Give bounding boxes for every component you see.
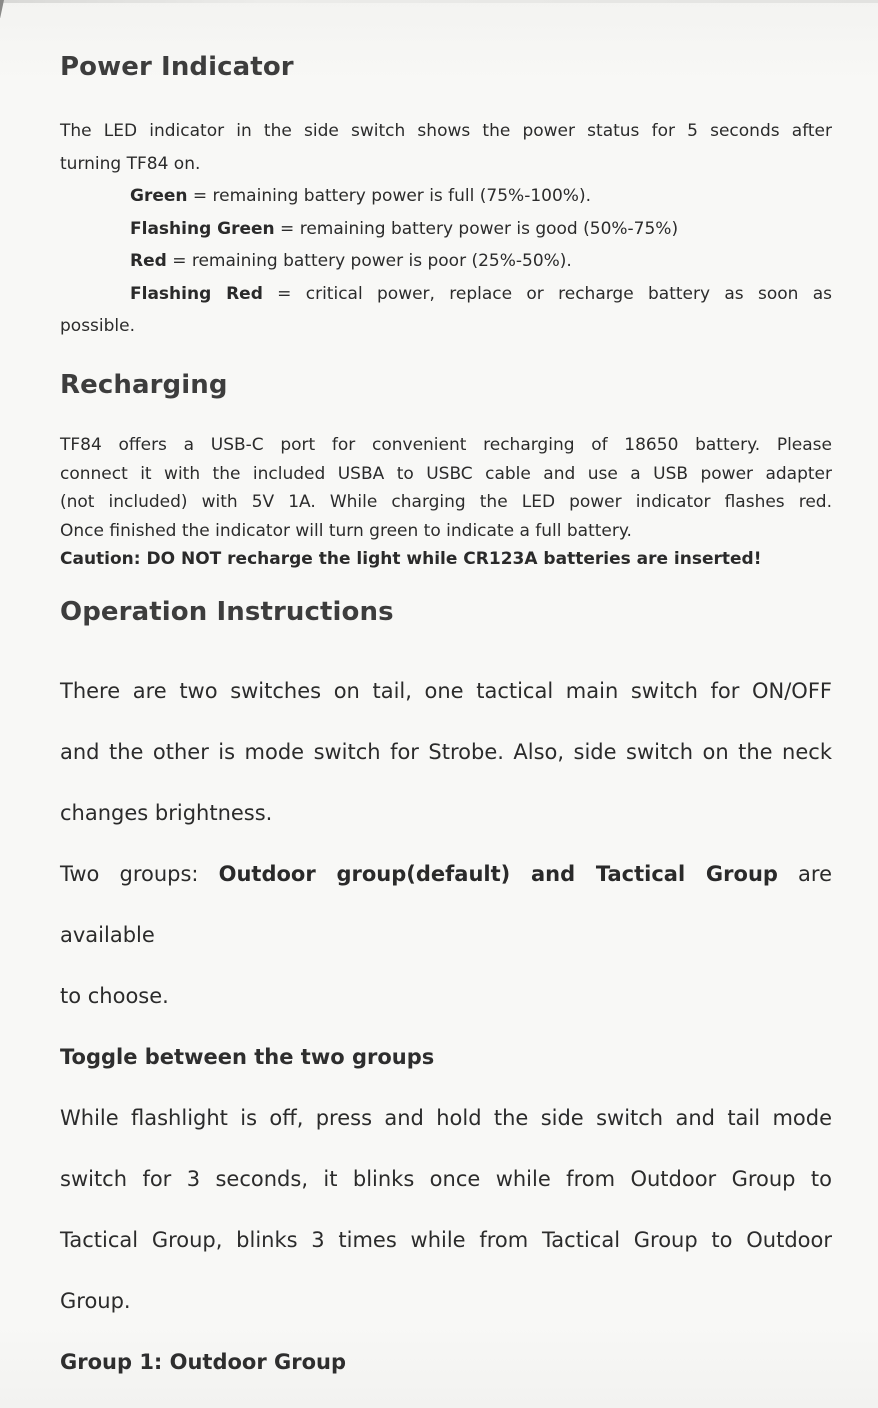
ops-line-1: There are two switches on tail, one tactical main switch for ON/OFF	[60, 679, 832, 703]
group1-heading: Group 1: Outdoor Group	[60, 1350, 347, 1374]
power-item-green: Green = remaining battery power is full (75%-100%).	[130, 186, 591, 206]
power-intro-line-2: turning TF84 on.	[60, 153, 201, 174]
operation-body	[60, 661, 832, 1393]
power-tail-text: possible.	[60, 316, 136, 336]
toggle-line-3: Tactical Group, blinks 3 times while from Tactical Group to Outdoor	[60, 1228, 832, 1252]
recharge-line-4: Once finished the indicator will turn green to indicate a full battery.	[60, 520, 632, 541]
page-top-edge	[0, 0, 878, 3]
power-item-red: Red = remaining battery power is poor (25%-50%).	[130, 251, 572, 271]
toggle-line-1: While flashlight is off, press and hold the side switch and tail mode	[60, 1106, 832, 1130]
power-item-flashing-green: Flashing Green = remaining battery power is good (50%-75%)	[130, 218, 679, 239]
toggle-heading-row	[60, 1027, 832, 1088]
power-indicator-heading: Power Indicator	[60, 52, 294, 82]
power-intro-line-1: The LED indicator in the side switch shows the power status for 5 seconds after	[60, 121, 832, 141]
power-item-flashing-red: Flashing Red = critical power, replace or recharge battery as soon as	[130, 283, 832, 304]
recharge-line-2: connect it with the included USBA to USBC cable and use a USB power adapter	[60, 463, 832, 484]
operation-heading: Operation Instructions	[60, 597, 394, 627]
recharge-line-3: (not included) with 5V 1A. While charging the LED power indicator flashes red.	[60, 492, 832, 512]
ops-line-2: and the other is mode switch for Strobe. Also, side switch on the neck	[60, 740, 832, 764]
ops-groups-line: Two groups: Outdoor group(default) and Tactical Group are available	[60, 862, 833, 947]
ops-line-3: changes brightness.	[60, 801, 273, 825]
toggle-heading: Toggle between the two groups	[60, 1045, 435, 1069]
recharging-heading: Recharging	[60, 370, 228, 400]
power-indicator-body	[60, 117, 832, 341]
toggle-line-2: switch for 3 seconds, it blinks once while from Outdoor Group to	[60, 1167, 832, 1191]
group1-heading-row	[60, 1332, 832, 1393]
toggle-line-4: Group.	[60, 1289, 131, 1313]
page-corner-mark	[0, 0, 4, 18]
ops-groups-tail: to choose.	[60, 984, 169, 1008]
operation-section	[60, 597, 832, 627]
recharging-section	[60, 370, 832, 400]
recharge-line-1: TF84 offers a USB-C port for convenient recharging of 18650 battery. Please	[60, 435, 832, 455]
recharging-body	[60, 431, 832, 574]
power-indicator-section	[60, 52, 832, 82]
recharge-caution: Caution: DO NOT recharge the light while CR123A batteries are inserted!	[60, 549, 762, 569]
